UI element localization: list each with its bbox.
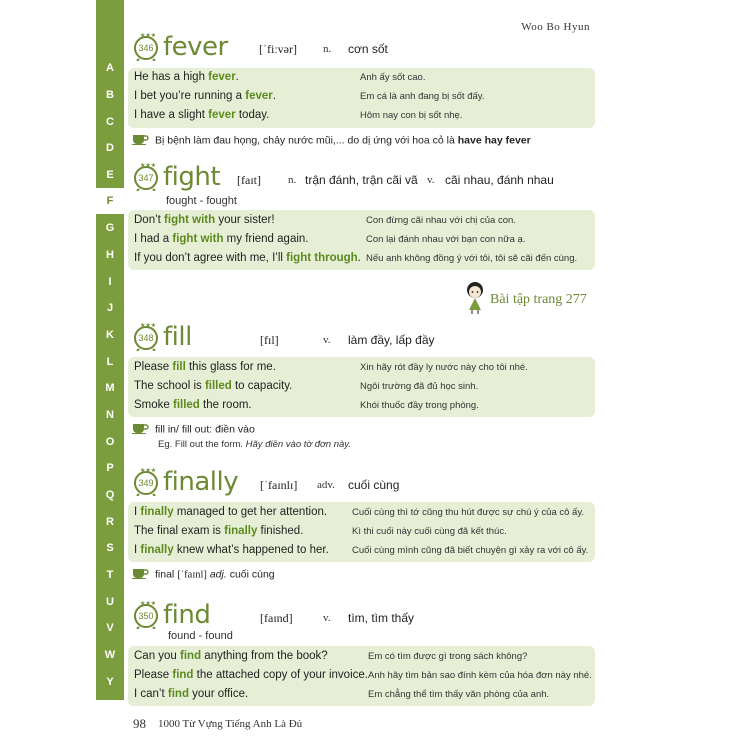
entry-number: 346 bbox=[138, 43, 154, 53]
example-row bbox=[128, 109, 595, 127]
entry-number: 348 bbox=[138, 333, 154, 343]
example-en: I have a slight fever today. bbox=[134, 109, 270, 121]
index-letter-s[interactable]: S bbox=[106, 542, 114, 554]
meaning: cơn sốt bbox=[348, 42, 388, 56]
alarm-clock-icon bbox=[133, 322, 159, 352]
example-box-find bbox=[128, 646, 595, 706]
entry-header-finally bbox=[133, 467, 593, 501]
alphabet-index bbox=[96, 0, 124, 750]
example-vi: Xin hãy rót đầy ly nước này cho tôi nhé. bbox=[360, 362, 528, 373]
note-fever: Bị bệnh làm đau họng, chảy nước mũi,... do dị ứng với hoa cỏ là have hay fever bbox=[131, 133, 531, 148]
example-row bbox=[128, 399, 595, 417]
example-vi: Kì thi cuối này cuối cùng đã kết thúc. bbox=[352, 526, 507, 537]
svg-text:★★★: ★★★ bbox=[140, 32, 157, 39]
example-vi: Cuối cùng mình cũng đã biết chuyện gì xảy ra với cô ấy. bbox=[352, 545, 589, 556]
entry-header-find bbox=[133, 600, 593, 634]
exercise-label: Bài tập trang 277 bbox=[490, 292, 587, 307]
example-box-fill bbox=[128, 357, 595, 417]
ipa: [faɪnd] bbox=[260, 611, 293, 625]
part-of-speech: adv. bbox=[317, 479, 335, 491]
meaning: làm đầy, lấp đầy bbox=[348, 333, 435, 347]
example-en: I can’t find your office. bbox=[134, 688, 249, 700]
index-letter-y[interactable]: Y bbox=[106, 676, 114, 688]
index-letter-t[interactable]: T bbox=[106, 569, 114, 581]
example-en: Please fill this glass for me. bbox=[134, 361, 276, 373]
index-strip bbox=[96, 0, 124, 700]
coffee-cup-icon bbox=[131, 567, 149, 582]
entry-header-fight bbox=[133, 162, 593, 196]
index-letter-l[interactable]: L bbox=[106, 356, 114, 368]
alarm-clock-icon bbox=[133, 32, 159, 62]
part-of-speech-2: v. bbox=[427, 174, 435, 186]
headword: fight bbox=[163, 162, 221, 192]
index-letter-g[interactable]: G bbox=[105, 222, 115, 234]
index-letter-u[interactable]: U bbox=[106, 596, 114, 608]
index-letter-h[interactable]: H bbox=[106, 249, 114, 261]
example-row bbox=[128, 506, 595, 524]
example-vi: Em cá là anh đang bị sốt đấy. bbox=[360, 91, 485, 102]
svg-text:★★★: ★★★ bbox=[140, 322, 157, 329]
entry-number: 350 bbox=[138, 611, 154, 621]
example-vi: Nếu anh không đồng ý với tôi, tôi sẽ cãi đến cùng. bbox=[366, 253, 578, 264]
alarm-clock-icon bbox=[133, 467, 159, 497]
note-finally: final [ˈfaɪnl] adj. cuối cùng bbox=[131, 567, 275, 582]
index-letter-p[interactable]: P bbox=[106, 462, 114, 474]
girl-mascot-icon bbox=[462, 280, 488, 314]
headword: fill bbox=[163, 322, 192, 352]
example-en: If you don’t agree with me, I’ll fight through. bbox=[134, 252, 361, 264]
index-letter-b[interactable]: B bbox=[106, 89, 114, 101]
index-letter-w[interactable]: W bbox=[104, 649, 116, 661]
entry-header-fill bbox=[133, 322, 593, 356]
index-letter-j[interactable]: J bbox=[106, 302, 114, 314]
example-row bbox=[128, 361, 595, 379]
example-row bbox=[128, 688, 595, 706]
example-vi: Anh ấy sốt cao. bbox=[360, 72, 426, 83]
index-letter-d[interactable]: D bbox=[106, 142, 114, 154]
example-vi: Em có tìm được gì trong sách không? bbox=[368, 651, 528, 662]
coffee-cup-icon bbox=[131, 133, 149, 148]
meaning-2: cãi nhau, đánh nhau bbox=[445, 173, 554, 187]
exercise-link[interactable] bbox=[462, 280, 602, 314]
svg-text:★★★: ★★★ bbox=[140, 600, 157, 607]
part-of-speech: n. bbox=[323, 43, 332, 55]
entry-header-fever bbox=[133, 32, 593, 66]
headword: fever bbox=[163, 32, 228, 62]
index-letter-a[interactable]: A bbox=[106, 62, 114, 74]
example-en: I had a fight with my friend again. bbox=[134, 233, 309, 245]
example-en: Don’t fight with your sister! bbox=[134, 214, 275, 226]
example-row bbox=[128, 525, 595, 543]
index-letter-f[interactable]: F bbox=[96, 188, 124, 214]
part-of-speech: v. bbox=[323, 334, 331, 346]
example-box-finally bbox=[128, 502, 595, 562]
index-letter-c[interactable]: C bbox=[106, 116, 114, 128]
headword: finally bbox=[163, 467, 239, 497]
example-row bbox=[128, 214, 595, 232]
index-letter-k[interactable]: K bbox=[106, 329, 114, 341]
note-example-fill: Eg. Fill out the form. Hãy điền vào tờ đơn này. bbox=[158, 439, 351, 450]
example-row bbox=[128, 544, 595, 562]
index-letter-i[interactable]: I bbox=[108, 276, 112, 288]
example-row bbox=[128, 380, 595, 398]
note-fill: fill in/ fill out: điền vào bbox=[131, 422, 255, 437]
example-vi: Cuối cùng thì tớ cũng thu hút được sự chú ý của cô ấy. bbox=[352, 507, 585, 518]
coffee-cup-icon bbox=[131, 422, 149, 437]
index-letter-v[interactable]: V bbox=[106, 622, 114, 634]
alarm-clock-icon bbox=[133, 162, 159, 192]
part-of-speech: v. bbox=[323, 612, 331, 624]
book-title: 1000 Từ Vựng Tiếng Anh Là Đủ bbox=[158, 718, 303, 730]
entry-number: 347 bbox=[138, 173, 154, 183]
index-letter-n[interactable]: N bbox=[106, 409, 114, 421]
verb-forms: fought - fought bbox=[166, 195, 237, 207]
example-box-fight bbox=[128, 210, 595, 270]
example-vi: Anh hãy tìm bản sao đính kèm của hóa đơn này nhé. bbox=[368, 670, 592, 681]
example-vi: Hôm nay con bị sốt nhẹ. bbox=[360, 110, 463, 121]
example-en: I finally managed to get her attention. bbox=[134, 506, 328, 518]
example-en: I bet you’re running a fever. bbox=[134, 90, 276, 102]
index-letter-e[interactable]: E bbox=[106, 169, 114, 181]
example-row bbox=[128, 233, 595, 251]
example-vi: Ngôi trường đã đủ học sinh. bbox=[360, 381, 479, 392]
example-en: I finally knew what’s happened to her. bbox=[134, 544, 329, 556]
ipa: [faɪt] bbox=[237, 173, 261, 187]
example-vi: Em chẳng thể tìm thấy văn phòng của anh. bbox=[368, 689, 550, 700]
ipa: [fɪl] bbox=[260, 333, 279, 347]
index-letter-q[interactable]: Q bbox=[105, 489, 115, 501]
example-en: Can you find anything from the book? bbox=[134, 650, 328, 662]
example-en: The school is filled to capacity. bbox=[134, 380, 293, 392]
part-of-speech: n. bbox=[288, 174, 297, 186]
example-box-fever bbox=[128, 68, 595, 128]
headword: find bbox=[163, 600, 211, 630]
example-row bbox=[128, 90, 595, 108]
example-en: He has a high fever. bbox=[134, 71, 239, 83]
example-vi: Con đừng cãi nhau với chị của con. bbox=[366, 215, 516, 226]
ipa: [ˈfaɪnlɪ] bbox=[260, 478, 298, 492]
alarm-clock-icon bbox=[133, 600, 159, 630]
example-en: The final exam is finally finished. bbox=[134, 525, 304, 537]
verb-forms: found - found bbox=[168, 630, 233, 642]
ipa: [ˈfiːvər] bbox=[259, 42, 297, 56]
index-letter-m[interactable]: M bbox=[105, 382, 115, 394]
example-vi: Khói thuốc đầy trong phòng. bbox=[360, 400, 479, 411]
svg-text:★★★: ★★★ bbox=[140, 467, 157, 474]
author-name: Woo Bo Hyun bbox=[521, 21, 590, 33]
meaning: cuối cùng bbox=[348, 478, 400, 492]
svg-text:★★★: ★★★ bbox=[140, 162, 157, 169]
meaning: trận đánh, trận cãi vã bbox=[305, 173, 418, 187]
example-row bbox=[128, 650, 595, 668]
index-letter-r[interactable]: R bbox=[106, 516, 114, 528]
entry-number: 349 bbox=[138, 478, 154, 488]
example-en: Smoke filled the room. bbox=[134, 399, 252, 411]
example-row bbox=[128, 669, 595, 687]
index-letter-o[interactable]: O bbox=[105, 436, 115, 448]
example-vi: Con lại đánh nhau với bạn con nữa ạ. bbox=[366, 234, 526, 245]
meaning: tìm, tìm thấy bbox=[348, 611, 415, 625]
example-en: Please find the attached copy of your invoice. bbox=[134, 669, 368, 681]
example-row bbox=[128, 71, 595, 89]
example-row bbox=[128, 252, 595, 270]
page-number: 98 bbox=[133, 716, 146, 731]
